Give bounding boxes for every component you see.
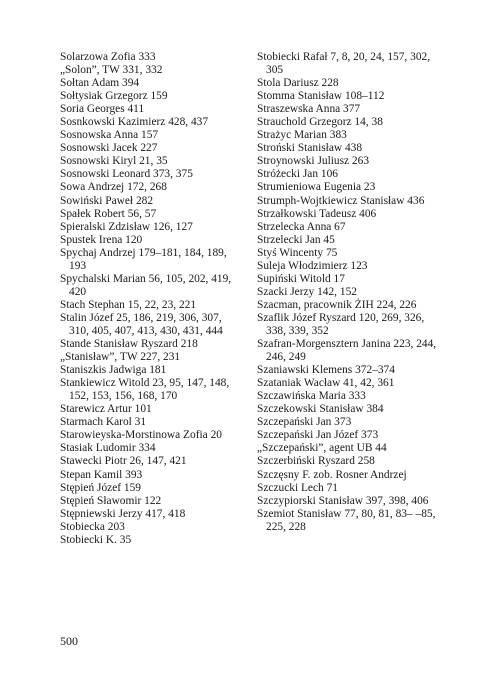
index-entry: Stępień Józef 159 <box>60 481 141 494</box>
index-entry: Staniszkis Jadwiga 181 <box>60 364 167 377</box>
index-entry: Spieralski Zdzisław 126, 127 <box>60 220 193 233</box>
index-entry: Stobiecki K. 35 <box>60 533 132 546</box>
index-entry: Starewicz Artur 101 <box>60 403 152 416</box>
index-entry: Stola Dariusz 228 <box>257 77 339 90</box>
index-entry: Szczawińska Maria 333 <box>257 390 366 403</box>
index-entry: Sosnowski Kiryl 21, 35 <box>60 155 168 168</box>
index-entry: Soria Georges 411 <box>60 103 145 116</box>
index-entry: Supiński Witold 17 <box>257 272 345 285</box>
index-entry: Stomma Stanisław 108–112 <box>257 90 385 103</box>
index-entry: „Stanisław”, TW 227, 231 <box>60 351 181 364</box>
index-entry: Szaflik Józef Ryszard 120, 269, 326, 338, 339, 352 <box>257 311 425 337</box>
index-entry: Stankiewicz Witold 23, 95, 147, 148, 152, 153, 156, 168, 170 <box>60 377 230 403</box>
index-entry: Sowiński Paweł 282 <box>60 194 154 207</box>
index-entry: Stobiecki Rafał 7, 8, 20, 24, 157, 302, 305 <box>257 51 431 77</box>
index-entry: Szaniawski Klemens 372–374 <box>257 364 395 377</box>
index-entry: Stępień Sławomir 122 <box>60 494 162 507</box>
index-entry: Stawecki Piotr 26, 147, 421 <box>60 455 187 468</box>
index-entry: Strzałkowski Tadeusz 406 <box>257 207 377 220</box>
index-entry: Starowieyska-Morstinowa Zofia 20 <box>60 429 222 442</box>
index-entry: Szacman, pracownik ŻIH 224, 226 <box>257 298 417 311</box>
index-entry: Szczucki Lech 71 <box>257 481 338 494</box>
index-entry: Stobiecka 203 <box>60 520 125 533</box>
index-entry: Spychaj Andrzej 179–181, 184, 189, 193 <box>60 246 227 272</box>
index-entry: Strażyc Marian 383 <box>257 129 347 142</box>
index-entry: Sosnowski Leonard 373, 375 <box>60 168 193 181</box>
index-entry: Sosnkowski Kazimierz 428, 437 <box>60 116 209 129</box>
index-entry: Szczepański Jan Józef 373 <box>257 429 379 442</box>
index-entry: Szataniak Wacław 41, 42, 361 <box>257 377 395 390</box>
index-entry: Sowa Andrzej 172, 268 <box>60 181 167 194</box>
index-entry: Szczęsny F. zob. Rosner Andrzej <box>257 468 407 481</box>
index-entry: Spałek Robert 56, 57 <box>60 207 157 220</box>
index-entry: Stępniewski Jerzy 417, 418 <box>60 507 186 520</box>
index-entry: Spustek Irena 120 <box>60 233 143 246</box>
index-entry: Solarzowa Zofia 333 <box>60 51 156 63</box>
index-entry: Stasiak Ludomir 334 <box>60 442 156 455</box>
index-entry: Sosnowski Jacek 227 <box>60 142 158 155</box>
index-entry: Szafran-Morgensztern Janina 223, 244, 246, 249 <box>257 338 437 364</box>
index-entry: Styś Wincenty 75 <box>257 246 338 259</box>
index-entry: Szczekowski Stanisław 384 <box>257 403 384 416</box>
index-entry: „Szczepański”, agent UB 44 <box>257 442 387 455</box>
index-entry: Szemiot Stanisław 77, 80, 81, 83– –85, 225, 228 <box>257 507 436 533</box>
index-column-right <box>257 51 439 534</box>
index-entry: Sołtan Adam 394 <box>60 77 140 90</box>
index-entry: Strumieniowa Eugenia 23 <box>257 181 376 194</box>
index-entry: Stróżecki Jan 106 <box>257 168 338 181</box>
index-entry: Szczypiorski Stanisław 397, 398, 406 <box>257 494 429 507</box>
index-entry: Stande Stanisław Ryszard 218 <box>60 338 198 351</box>
index-entry: Suleja Włodzimierz 123 <box>257 259 368 272</box>
index-entry: Sołtysiak Grzegorz 159 <box>60 90 168 103</box>
page-number: 500 <box>60 634 78 648</box>
index-entry: Stach Stephan 15, 22, 23, 221 <box>60 298 197 311</box>
index-entry: Strzelecka Anna 67 <box>257 220 346 233</box>
index-entry: Strauchold Grzegorz 14, 38 <box>257 116 383 129</box>
index-entry: „Solon”, TW 331, 332 <box>60 64 163 77</box>
index-entry: Sosnowska Anna 157 <box>60 129 159 142</box>
index-entry: Straszewska Anna 377 <box>257 103 361 116</box>
index-entry: Spychalski Marian 56, 105, 202, 419, 420 <box>60 272 232 298</box>
index-entry: Szacki Jerzy 142, 152 <box>257 285 357 298</box>
index-entry: Stalin Józef 25, 186, 219, 306, 307, 310, 405, 407, 413, 430, 431, 444 <box>60 311 223 337</box>
index-entry: Stroynowski Juliusz 263 <box>257 155 370 168</box>
index-entry: Strumph-Wojtkiewicz Stanisław 436 <box>257 194 425 207</box>
index-entry: Szczerbiński Ryszard 258 <box>257 455 375 468</box>
index-entry: Stepan Kamil 393 <box>60 468 143 481</box>
index-entry: Strzelecki Jan 45 <box>257 233 335 246</box>
index-entry: Stroński Stanisław 438 <box>257 142 363 155</box>
index-entry: Starmach Karol 31 <box>60 416 147 429</box>
index-entry: Szczepański Jan 373 <box>257 416 352 429</box>
index-column-left <box>60 51 240 547</box>
